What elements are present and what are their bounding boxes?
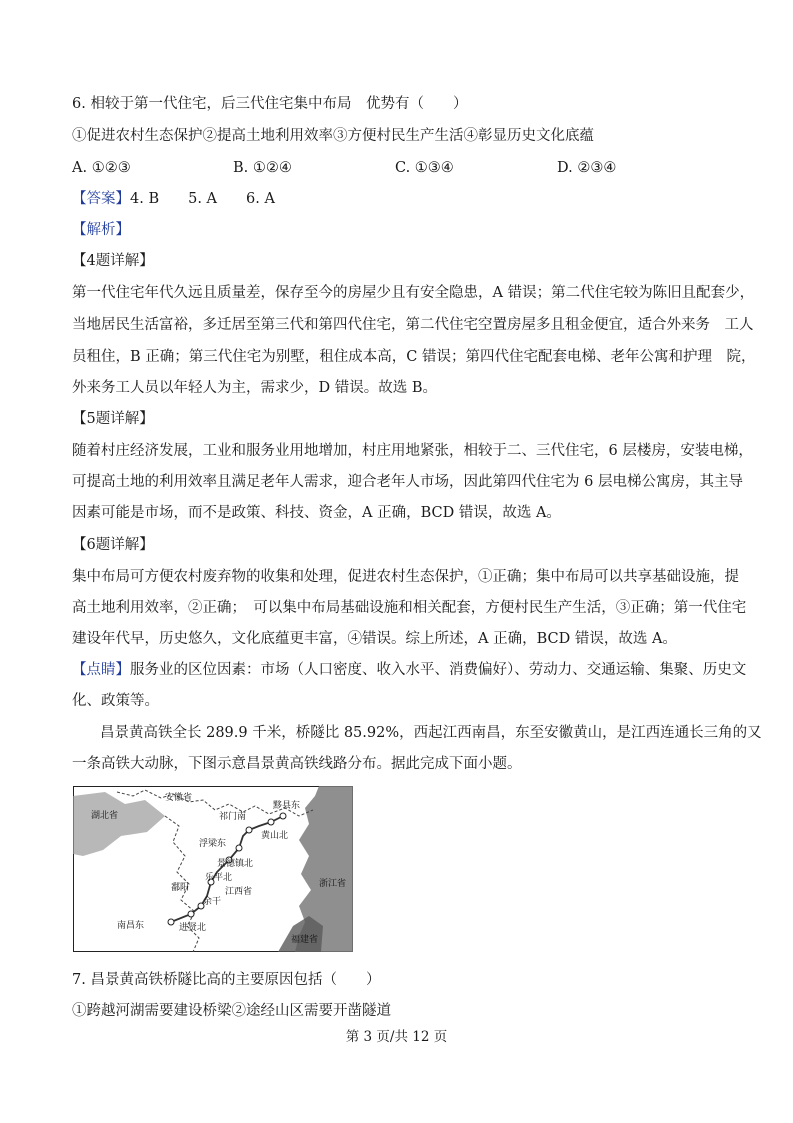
- label-qimen-south: 祁门南: [219, 812, 247, 822]
- point-line-2: 化、政策等。: [72, 693, 159, 709]
- point-label: 【点睛】: [72, 662, 130, 678]
- detail5-line: 可提高土地的利用效率且满足老年人需求，迎合老年人市场，因此第四代住宅为 6 层电梯公寓房，其主导: [72, 474, 743, 490]
- detail4-line: 外来务工人员以年轻人为主，需求少，D 错误。故选 B。: [72, 380, 437, 396]
- station-qimen-south: [246, 827, 252, 833]
- q6-option-a: A. ①②③: [72, 160, 131, 176]
- q6-statements: ①促进农村生态保护②提高土地利用效率③方便村民生产生活④彰显历史文化底蕴: [72, 128, 594, 144]
- detail5-line: 随着村庄经济发展，工业和服务业用地增加，村庄用地紧张，相较于二、三代住宅，6 层楼房，安装电梯，: [72, 443, 753, 459]
- answer-label: 【答案】: [72, 191, 130, 207]
- label-poyang: 鄱阳: [171, 883, 190, 893]
- answer-text: 4. B 5. A 6. A: [130, 191, 275, 207]
- label-zhejiang: 浙江省: [319, 879, 347, 889]
- detail4-line: 员租住，B 正确；第三代住宅为别墅，租住成本高，C 错误；第四代住宅配套电梯、老年公寓和护理 院，: [72, 349, 756, 365]
- q7-stem: 7. 昌景黄高铁桥隧比高的主要原因包括（ ）: [72, 972, 381, 988]
- label-anhui: 安徽省: [165, 793, 193, 803]
- label-leping-north: 乐平北: [205, 873, 233, 883]
- analysis-label: 【解析】: [72, 222, 130, 238]
- answer-line: [72, 189, 275, 209]
- q6-option-d: D. ②③④: [557, 160, 617, 176]
- detail4-line: 第一代住宅年代久远且质量差，保存至今的房屋少且有安全隐患，A 错误；第二代住宅较为陈旧且配套少，: [72, 285, 755, 301]
- label-hubei: 湖北省: [91, 811, 119, 821]
- detail4-line: 当地居民生活富裕，多迁居至第三代和第四代住宅，第二代住宅空置房屋多且租金便宜，适合外来务 工人: [72, 317, 754, 333]
- detail6-title: 【6题详解】: [72, 537, 154, 553]
- label-nanchang-east: 南昌东: [117, 921, 145, 931]
- q7-statements: ①跨越河湖需要建设桥梁②途经山区需要开凿隧道: [72, 1003, 391, 1019]
- label-fuliang-east: 浮梁东: [199, 839, 227, 849]
- label-jingdezhen-north: 景德镇北: [217, 859, 254, 869]
- q6-stem: 6. 相较于第一代住宅，后三代住宅集中布局 优势有（ ）: [72, 96, 468, 112]
- detail5-line: 因素可能是市场，而不是政策、科技、资金，A 正确，BCD 错误，故选 A。: [72, 505, 561, 521]
- station-yixian-east: [280, 813, 286, 819]
- label-huangshan-north: 黄山北: [261, 831, 289, 841]
- intro-line-2: 一条高铁大动脉，下图示意昌景黄高铁线路分布。据此完成下面小题。: [72, 756, 522, 772]
- point-text: 服务业的区位因素：市场（人口密度、收入水平、消费偏好）、劳动力、交通运输、集聚、历史文: [130, 662, 747, 678]
- point-line: [72, 660, 746, 680]
- detail6-line: 集中布局可方便农村废弃物的收集和处理，促进农村生态保护，①正确；集中布局可以共享基础设施，提: [72, 569, 739, 585]
- label-yugan: 余干: [203, 897, 222, 907]
- intro-line: 昌景黄高铁全长 289.9 千米，桥隧比 85.92%，西起江西南昌，东至安徽黄山，是江西连通长三角的又: [100, 725, 762, 741]
- q6-option-c: C. ①③④: [395, 160, 454, 176]
- q6-option-b: B. ①②④: [233, 160, 292, 176]
- detail5-title: 【5题详解】: [72, 411, 154, 427]
- detail6-line: 高土地利用效率，②正确； 可以集中布局基础设施和相关配套，方便村民生产生活，③正确；第一代住宅: [72, 600, 747, 616]
- label-yixian-east: 黟县东: [273, 801, 301, 811]
- label-jinxian-north: 进贤北: [179, 923, 207, 933]
- page-footer: 第 3 页/共 12 页: [345, 1029, 448, 1045]
- station-jinxian-north: [188, 911, 194, 917]
- label-fujian: 福建省: [291, 935, 319, 945]
- label-jiangxi: 江西省: [225, 887, 253, 897]
- detail6-line: 建设年代早，历史悠久，文化底蕴更丰富，④错误。综上所述，A 正确，BCD 错误，故选 A。: [72, 631, 677, 647]
- railway-map: [73, 786, 353, 952]
- detail4-title: 【4题详解】: [72, 253, 154, 269]
- station-huangshan-north: [268, 819, 274, 825]
- station-nanchang-east: [168, 919, 174, 925]
- station-fuliang-east: [236, 845, 242, 851]
